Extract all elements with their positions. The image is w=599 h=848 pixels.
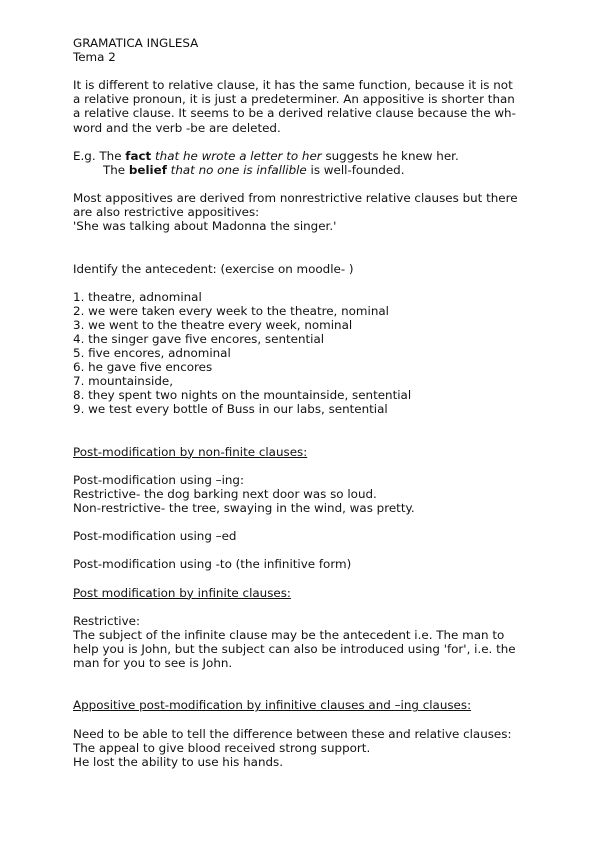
appositives-line: Most appositives are derived from nonrestrictive relative clauses but there [73,191,518,206]
infinite-label: Restrictive: [73,613,140,628]
exercise-item: 8. they spent two nights on the mountainside, sentential [73,388,412,403]
exercise-item: 1. theatre, adnominal [73,289,202,304]
intro-line: a relative pronoun, it is just a predeterminer. An appositive is shorter than [73,92,515,107]
exercise-item: 4. the singer gave five encores, sentential [73,331,325,346]
exercise-item: 9. we test every bottle of Buss in our labs, sentential [73,402,388,417]
appositives-paragraph [73,191,533,233]
exercise-item: 5. five encores, adnominal [73,346,231,361]
infinite-line: help you is John, but the subject can also be introduced using 'for', i.e. the [73,642,516,657]
exercise-item: 3. we went to the theatre every week, nominal [73,317,353,332]
intro-line: It is different to relative clause, it has the same function, because it is not [73,78,513,93]
exercise-list [73,290,533,417]
exercise-item: 2. we were taken every week to the theatre, nominal [73,303,389,318]
document-page [73,36,533,769]
to-title: Post-modification using -to (the infinitive form) [73,557,352,572]
exercise-title: Identify the antecedent: (exercise on moodle- ) [73,261,354,276]
appositive-heading: Appositive post-modification by infinitive clauses and –ing clauses: [73,698,472,713]
nonfinite-heading: Post-modification by non-finite clauses: [73,444,308,459]
intro-line: word and the verb -be are deleted. [73,120,281,135]
ing-title: Post-modification using –ing: [73,472,244,487]
infinite-heading: Post modification by infinite clauses: [73,585,291,600]
appositive-line: He lost the ability to use his hands. [73,754,284,769]
ed-title: Post-modification using –ed [73,529,237,544]
appositive-line: The appeal to give blood received strong support. [73,740,371,755]
document-title: GRAMATICA INGLESA [73,36,199,50]
intro-line: a relative clause. It seems to be a derived relative clause because the wh- [73,106,516,121]
appositive-line: Need to be able to tell the difference between these and relative clauses: [73,726,512,741]
example-fact: E.g. The fact that he wrote a letter to her suggests he knew her. [73,148,459,163]
appositives-example: 'She was talking about Madonna the singer.' [73,219,337,234]
appositives-line: are also restrictive appositives: [73,205,260,220]
ing-restrictive: Restrictive- the dog barking next door was so loud. [73,487,377,501]
example-belief: The belief that no one is infallible is well-founded. [103,162,405,177]
intro-paragraph [73,78,533,134]
infinite-line: The subject of the infinite clause may be the antecedent i.e. The man to [73,627,505,642]
document-subtitle: Tema 2 [73,50,116,65]
exercise-item: 7. mountainside, [73,374,173,389]
ing-nonrestrictive: Non-restrictive- the tree, swaying in the wind, was pretty. [73,501,415,516]
exercise-item: 6. he gave five encores [73,360,213,375]
infinite-line: man for you to see is John. [73,656,233,671]
